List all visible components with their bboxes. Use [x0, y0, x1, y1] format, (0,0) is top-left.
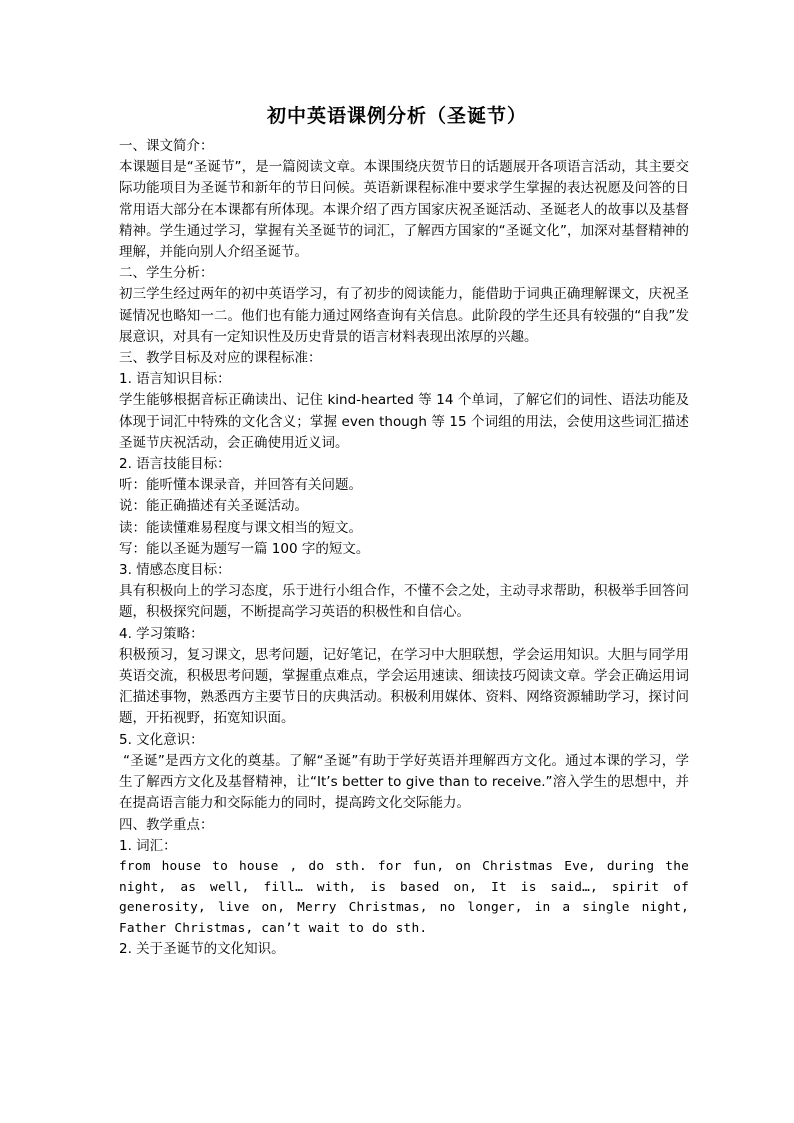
section-heading-students: 二、学生分析：	[119, 265, 214, 282]
attitude-paragraph: 具有积极向上的学习态度，乐于进行小组合作，不懂不会之处，主动寻求帮助，积极举手回答问题，积极探究问题，不断提高学习英语的积极性和自信心。	[119, 583, 689, 621]
document-body	[119, 136, 689, 960]
document-title: 初中英语课例分析（圣诞节）	[266, 105, 527, 127]
section-heading-intro: 一、课文简介：	[119, 138, 214, 154]
skill-reading: 读：能读懂难易程度与课文相当的短文。	[119, 519, 362, 536]
subheading-attitude: 3. 情感态度目标：	[119, 562, 231, 579]
skill-writing: 写：能以圣诞为题写一篇 100 字的短文。	[119, 540, 370, 557]
culture-paragraph: “圣诞”是西方文化的奠基。了解“圣诞”有助于学好英语并理解西方文化。通过本课的学习，学生了解西方文化及基督精神，让“It’s better to give than to receive.”溶入学生的思想中，并在提高语言能力和交际能力的同时，提高跨文化交际能力。	[119, 752, 689, 812]
section-heading-objectives: 三、教学目标及对应的课程标准：	[119, 350, 322, 367]
subheading-language-knowledge: 1. 语言知识目标：	[119, 371, 231, 388]
vocabulary-phrases: from house to house , do sth. for fun, on Christmas Eve, during the night, as well, fill… with, is based on, It is said…, spirit of generosity, live on, Merry Christmas, no longer, in a single night, Father Christmas, can’t wait to do sth.	[119, 858, 689, 936]
students-paragraph: 初三学生经过两年的初中英语学习，有了初步的阅读能力，能借助于词典正确理解课文，庆祝圣诞情况也略知一二。他们也有能力通过网络查询有关信息。此阶段的学生还具有较强的“自我”发展意识，对具有一定知识性及历史背景的语言材料表现出浓厚的兴趣。	[119, 286, 689, 345]
skill-listening: 听：能听懂本课录音，并回答有关问题。	[119, 477, 362, 494]
subheading-culture: 5. 文化意识：	[119, 731, 204, 748]
strategy-paragraph: 积极预习，复习课文，思考问题，记好笔记，在学习中大胆联想，学会运用知识。大胆与同学用英语交流，积极思考问题，掌握重点难点，学会运用速读、细读技巧阅读文章。学会正确运用词汇描述事物，熟悉西方主要节日的庆典活动。积极利用媒体、资料、网络资源辅助学习，探讨问题，开拓视野，拓宽知识面。	[119, 646, 689, 727]
language-knowledge-paragraph: 学生能够根据音标正确读出、记住 kind-hearted 等 14 个单词，了解它们的词性、语法功能及体现于词汇中特殊的文化含义；掌握 even though 等 15 个词组的用法，会使用这些词汇描述圣诞节庆祝活动，会正确使用近义词。	[119, 392, 689, 451]
subheading-language-skills: 2. 语言技能目标：	[119, 456, 231, 473]
section-heading-key-points: 四、教学重点：	[119, 816, 214, 833]
intro-paragraph: 本课题目是“圣诞节”，是一篇阅读文章。本课围绕庆贺节日的话题展开各项语言活动，其主要交际功能项目为圣诞节和新年的节日问候。英语新课程标准中要求学生掌握的表达祝愿及问答的日常用语大部分在本课都有所体现。本课介绍了西方国家庆祝圣诞活动、圣诞老人的故事以及基督精神。学生通过学习，掌握有关圣诞节的词汇，了解西方国家的“圣诞文化”，加深对基督精神的理解，并能向别人介绍圣诞节。	[119, 159, 689, 261]
subheading-strategy: 4. 学习策略：	[119, 625, 204, 642]
subheading-vocabulary: 1. 词汇：	[119, 837, 177, 854]
skill-speaking: 说：能正确描述有关圣诞活动。	[119, 498, 308, 515]
key-point-culture: 2. 关于圣诞节的文化知识。	[119, 941, 285, 958]
